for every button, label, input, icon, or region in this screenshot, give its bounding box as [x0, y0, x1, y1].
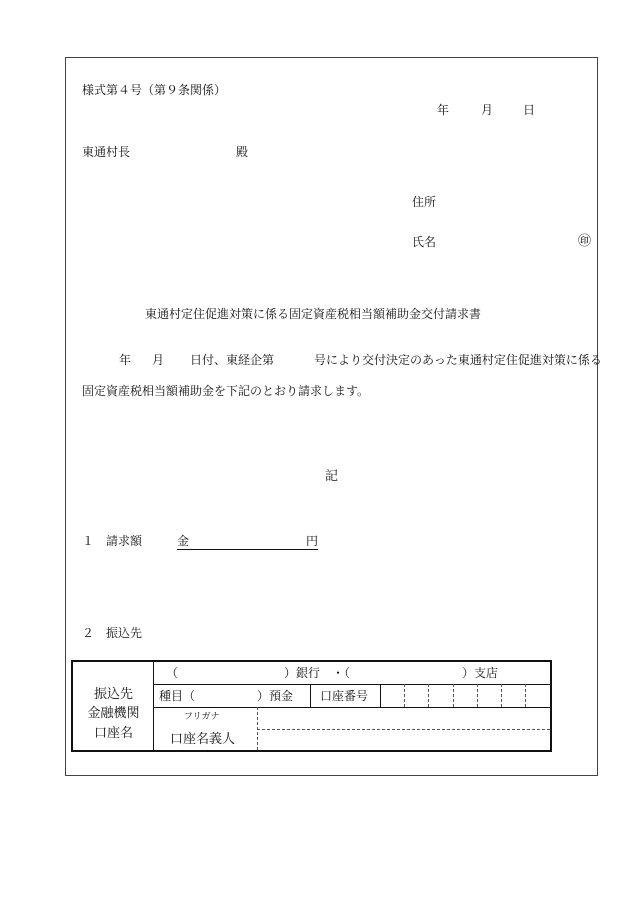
amount-field[interactable] — [177, 535, 318, 550]
holder-col-divider — [257, 707, 258, 750]
account-holder-field[interactable] — [259, 730, 549, 749]
amount-prefix: 金 — [177, 534, 190, 548]
body-day-ref: 日付、東経企第 — [190, 353, 275, 367]
bank-header-line: 振込先 — [93, 687, 133, 702]
bank-account-table — [71, 660, 552, 752]
bank-name-field[interactable]: ）銀行 ・（ — [284, 666, 351, 680]
name-label: 氏名 — [412, 235, 437, 249]
col-divider — [380, 684, 381, 707]
bank-table-header-cell — [73, 662, 154, 750]
account-digit-divider — [404, 684, 405, 707]
address-label: 住所 — [412, 195, 437, 209]
document-title: 東通村定住促進対策に係る固定資産税相当額補助金交付請求書 — [145, 307, 482, 321]
body-year: 年 — [119, 353, 132, 367]
body-rest: 号により交付決定のあった東通村定住促進対策に係る — [314, 353, 602, 367]
item1-label: １ 請求額 — [82, 534, 143, 548]
account-digit-divider — [501, 684, 502, 707]
account-digit-divider — [525, 684, 526, 707]
amount-suffix: 円 — [305, 534, 318, 548]
col-divider — [310, 684, 311, 707]
bank-header-line: 口座名 — [93, 726, 133, 741]
item2-label: ２ 振込先 — [82, 626, 143, 640]
date-day: 日 — [523, 103, 536, 117]
furigana-label: フリガナ — [184, 712, 220, 722]
form-number: 様式第４号（第９条関係） — [82, 83, 227, 97]
seal-mark: ㊞ — [578, 234, 592, 249]
row-divider — [154, 707, 550, 708]
date-month: 月 — [481, 103, 494, 117]
deposit-type-field[interactable]: ）預金 — [257, 689, 294, 703]
addressee-name: 東通村長 — [82, 145, 131, 159]
bank-open-paren: （ — [166, 666, 179, 680]
deposit-type-open: 種目（ — [159, 689, 196, 703]
account-digit-divider — [428, 684, 429, 707]
bank-header-line: 金融機関 — [87, 706, 140, 721]
furigana-field[interactable] — [259, 709, 549, 728]
account-digit-divider — [453, 684, 454, 707]
ki-heading: 記 — [325, 469, 339, 484]
addressee-honorific: 殿 — [236, 145, 249, 159]
date-year: 年 — [437, 103, 450, 117]
account-digit-divider — [477, 684, 478, 707]
row-divider — [154, 684, 550, 685]
account-number-label: 口座番号 — [320, 689, 369, 703]
body-month: 月 — [152, 353, 165, 367]
branch-name-field[interactable]: ）支店 — [462, 666, 499, 680]
account-holder-label: 口座名義人 — [170, 732, 236, 747]
body-line2: 固定資産税相当額補助金を下記のとおり請求します。 — [82, 384, 370, 398]
